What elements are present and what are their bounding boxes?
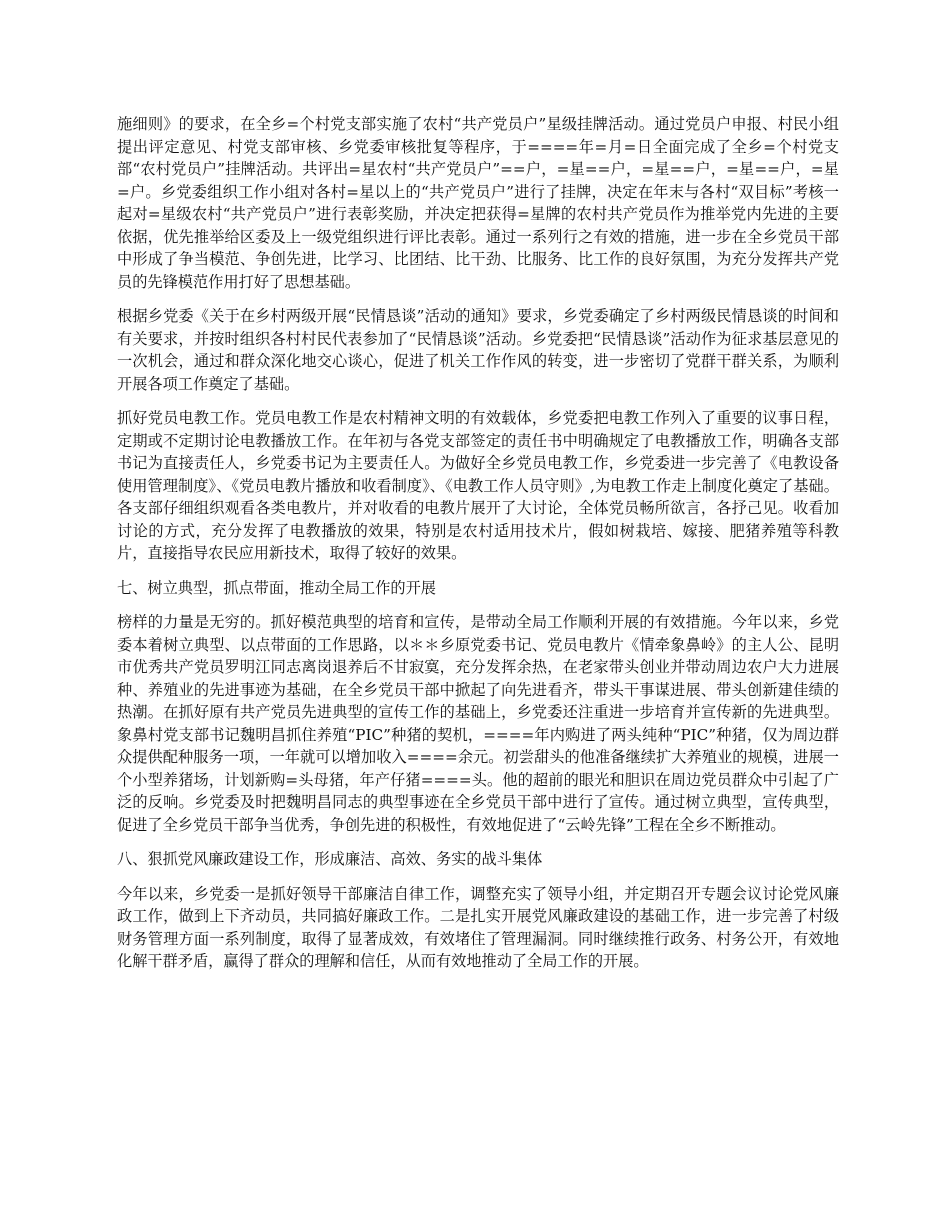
document-page: [117, 113, 839, 985]
section-heading-8: 八、狠抓党风廉政建设工作，形成廉洁、高效、务实的战斗集体: [117, 850, 543, 868]
paragraph-role-models: 榜样的力量是无穷的。抓好模范典型的培育和宣传，是带动全局工作顺利开展的有效措施。今年以来，乡党委本着树立典型、以点带面的工作思路，以＊＊乡原党委书记、党员电教片《情牵象鼻岭》的主人公、昆明市优秀共产党员罗明江同志离岗退养后不甘寂寞，充分发挥余热，在老家带头创业并带动周边农户大力进展种、养殖业的先进事迹为基础，在全乡党员干部中掀起了向先进看齐，带头干事谋进展、带头创新建佳绩的热潮。在抓好原有共产党员先进典型的宣传工作的基础上，乡党委还注重进一步培育并宣传新的先进典型。象鼻村党支部书记魏明昌抓住养殖“PIC”种猪的契机，====年内购进了两头纯种“PIC”种猪，仅为周边群众提供配种服务一项，一年就可以增加收入====余元。初尝甜头的他准备继续扩大养殖业的规模，进展一个小型养猪场，计划新购=头母猪，年产仔猪====头。他的超前的眼光和胆识在周边党员群众中引起了广泛的反响。乡党委及时把魏明昌同志的典型事迹在全乡党员干部中进行了宣传。通过树立典型，宣传典型，促进了全乡党员干部争当优秀，争创先进的积极性，有效地促进了“云岭先锋”工程在全乡不断推动。: [117, 613, 839, 834]
paragraph-integrity: 今年以来，乡党委一是抓好领导干部廉洁自律工作，调整充实了领导小组，并定期召开专题会议讨论党风廉政工作，做到上下齐动员，共同搞好廉政工作。二是扎实开展党风廉政建设的基础工作，进一步完善了村级财务管理方面一系列制度，取得了显著成效，有效堵住了管理漏洞。同时继续推行政务、村务公开，有效地化解干群矛盾，赢得了群众的理解和信任，从而有效地推动了全局工作的开展。: [117, 884, 839, 970]
paragraph-star-household: 施细则》的要求，在全乡=个村党支部实施了农村“共产党员户”星级挂牌活动。通过党员户申报、村民小组提出评定意见、村党支部审核、乡党委审核批复等程序，于====年=月=日全面完成了全乡=个村党支部“农村党员户”挂牌活动。共评出=星农村“共产党员户”==户，=星==户，=星==户，=星==户，=星=户。乡党委组织工作小组对各村=星以上的“共产党员户”进行了挂牌，决定在年末与各村“双目标”考核一起对=星级农村“共产党员户”进行表彰奖励，并决定把获得=星牌的农村共产党员作为推举党内先进的主要依据，优先推举给区委及上一级党组织进行评比表彰。通过一系列行之有效的措施，进一步在全乡党员干部中形成了争当模范、争创先进，比学习、比团结、比干劲、比服务、比工作的良好氛围，为充分发挥共产党员的先锋模范作用打好了思想基础。: [117, 115, 839, 291]
paragraph-public-talk: 根据乡党委《关于在乡村两级开展“民情恳谈”活动的通知》要求，乡党委确定了乡村两级民情恳谈的时间和有关要求，并按时组织各村村民代表参加了“民情恳谈”活动。乡党委把“民情恳谈”活动作为征求基层意见的一次机会，通过和群众深化地交心谈心，促进了机关工作作风的转变，进一步密切了党群干群关系，为顺利开展各项工作奠定了基础。: [117, 307, 839, 393]
paragraph-electronic-education: 抓好党员电教工作。党员电教工作是农村精神文明的有效载体，乡党委把电教工作列入了重要的议事日程，定期或不定期讨论电教播放工作。在年初与各党支部签定的责任书中明确规定了电教播放工作，明确各支部书记为直接责任人，乡党委书记为主要责任人。为做好全乡党员电教工作，乡党委进一步完善了《电教设备使用管理制度》、《党员电教片播放和收看制度》、《电教工作人员守则》,为电教工作走上制度化奠定了基础。各支部仔细组织观看各类电教片，并对收看的电教片展开了大讨论，全体党员畅所欲言，各抒己见。收看加讨论的方式，充分发挥了电教播放的效果，特别是农村适用技术片，假如树栽培、嫁接、肥猪养殖等科教片，直接指导农民应用新技术，取得了较好的效果。: [117, 409, 839, 562]
section-heading-7: 七、树立典型，抓点带面，推动全局工作的开展: [117, 578, 436, 597]
